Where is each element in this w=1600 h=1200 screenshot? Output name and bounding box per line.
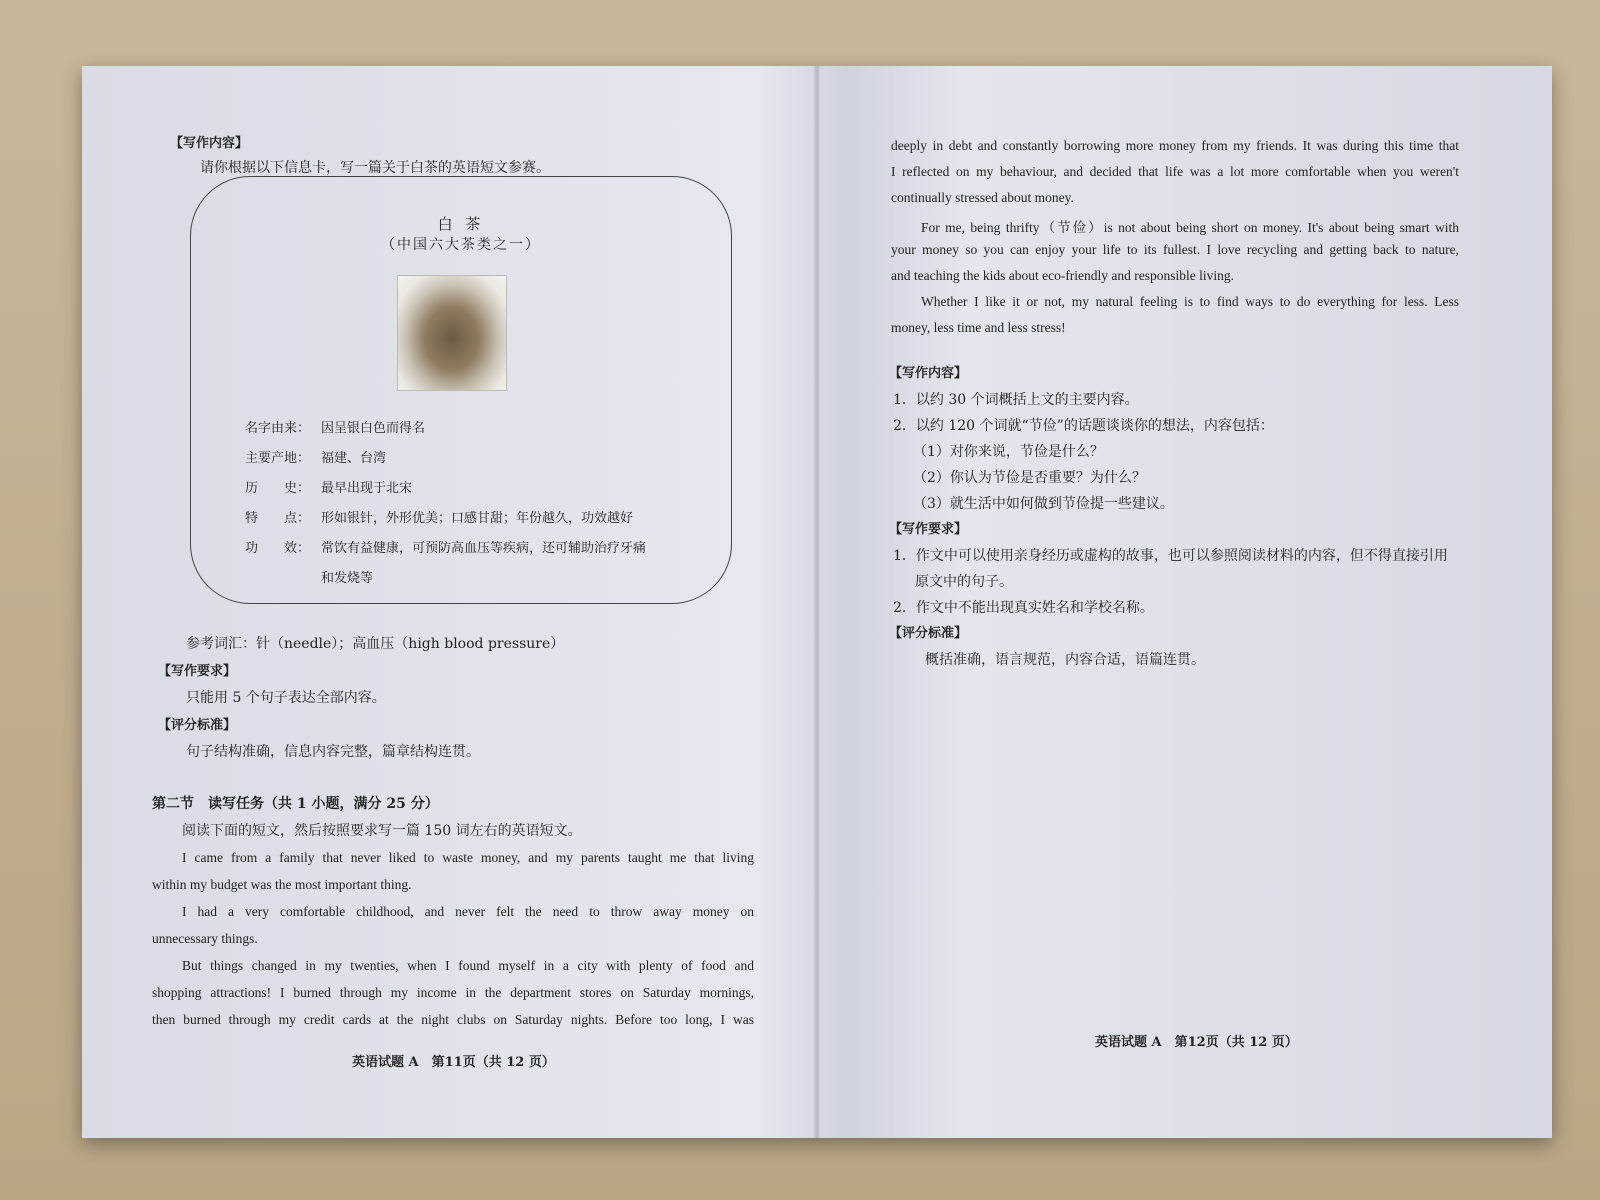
section2-instruction: 阅读下面的短文，然后按照要求写一篇 150 词左右的英语短文。 bbox=[182, 823, 582, 839]
writing-content-item: 1．以约 30 个词概括上文的主要内容。 bbox=[893, 392, 1139, 408]
writing-requirements-item: 2．作文中不能出现真实姓名和学校名称。 bbox=[893, 600, 1154, 616]
card-subtitle: （中国六大茶类之一） bbox=[381, 237, 541, 253]
card-row-continuation: 和发烧等 bbox=[321, 571, 374, 586]
passage-line: deeply in debt and constantly borrowing more money from my friends. It was during this time that bbox=[891, 138, 1459, 153]
card-row-key: 名字由来： bbox=[245, 421, 311, 436]
exam-paper-spread bbox=[82, 66, 1552, 1138]
reference-vocab: 参考词汇：针（needle）；高血压（high blood pressure） bbox=[186, 636, 565, 652]
writing-requirements-item: 原文中的句子。 bbox=[915, 574, 1013, 590]
writing-requirements-label: 【写作要求】 bbox=[889, 522, 968, 537]
page-footer: 英语试题 A 第12页（共 12 页） bbox=[1095, 1035, 1298, 1050]
card-row-value: 常饮有益健康，可预防高血压等疾病，还可辅助治疗牙痛 bbox=[321, 541, 647, 556]
scoring-text: 句子结构准确，信息内容完整，篇章结构连贯。 bbox=[186, 744, 480, 760]
card-title: 白 茶 bbox=[437, 215, 485, 233]
passage-line: But things changed in my twenties, when I found myself in a city with plenty of food and bbox=[182, 958, 754, 973]
right-page bbox=[817, 66, 1552, 1138]
passage-line: and teaching the kids about eco-friendly and responsible living. bbox=[891, 268, 1235, 283]
card-row-key: 主要产地： bbox=[245, 451, 311, 466]
passage-line: I had a very comfortable childhood, and never felt the need to throw away money on bbox=[182, 904, 754, 919]
writing-requirements-item: 1．作文中可以使用亲身经历或虚构的故事，也可以参照阅读材料的内容，但不得直接引用 bbox=[893, 548, 1448, 564]
card-row-value: 最早出现于北宋 bbox=[321, 481, 413, 496]
info-card bbox=[190, 176, 732, 604]
scoring-label: 【评分标准】 bbox=[158, 718, 237, 733]
scoring-label: 【评分标准】 bbox=[889, 626, 968, 641]
passage-line: For me, being thrifty（节俭）is not about being short on money. It's about being smart with bbox=[921, 220, 1459, 235]
card-row-value: 福建、台湾 bbox=[321, 451, 387, 466]
card-row-key: 历 史： bbox=[245, 481, 311, 496]
card-row-key: 功 效： bbox=[245, 541, 311, 556]
passage-line: money, less time and less stress! bbox=[891, 320, 1066, 335]
section2-title: 第二节 读写任务（共 1 小题，满分 25 分） bbox=[152, 796, 439, 812]
white-tea-photo bbox=[397, 275, 507, 391]
writing-content-item: （2）你认为节俭是否重要？为什么？ bbox=[913, 470, 1146, 486]
writing-content-label: 【写作内容】 bbox=[889, 366, 968, 381]
writing-content-item: 2．以约 120 个词就“节俭”的话题谈谈你的想法，内容包括： bbox=[893, 418, 1274, 434]
scoring-text: 概括准确，语言规范，内容合适，语篇连贯。 bbox=[925, 652, 1205, 668]
page-footer: 英语试题 A 第11页（共 12 页） bbox=[352, 1055, 555, 1070]
writing-content-instruction: 请你根据以下信息卡，写一篇关于白茶的英语短文参赛。 bbox=[200, 160, 550, 176]
left-page bbox=[82, 66, 817, 1138]
passage-line: unnecessary things. bbox=[152, 931, 258, 946]
passage-line: I reflected on my behaviour, and decided that life was a lot more comfortable when you weren't bbox=[891, 164, 1459, 179]
writing-content-item: （1）对你来说，节俭是什么？ bbox=[913, 444, 1104, 460]
passage-line: your money so you can enjoy your life to its fullest. I love recycling and getting back to nature, bbox=[891, 242, 1459, 257]
passage-line: shopping attractions! I burned through my income in the department stores on Saturday mornings, bbox=[152, 985, 754, 1000]
passage-line: I came from a family that never liked to waste money, and my parents taught me that living bbox=[182, 850, 754, 865]
writing-content-label: 【写作内容】 bbox=[170, 136, 249, 151]
passage-line: continually stressed about money. bbox=[891, 190, 1074, 205]
card-row-key: 特 点： bbox=[245, 511, 311, 526]
card-row-value: 因呈银白色而得名 bbox=[321, 421, 426, 436]
writing-content-item: （3）就生活中如何做到节俭提一些建议。 bbox=[913, 496, 1174, 512]
writing-requirements-label: 【写作要求】 bbox=[158, 664, 237, 679]
card-row-value: 形如银针，外形优美；口感甘甜；年份越久，功效越好 bbox=[321, 511, 634, 526]
passage-line: Whether I like it or not, my natural feeling is to find ways to do everything for less. Less bbox=[921, 294, 1459, 309]
passage-line: then burned through my credit cards at the night clubs on Saturday nights. Before too long, I was bbox=[152, 1012, 754, 1027]
writing-requirements: 只能用 5 个句子表达全部内容。 bbox=[186, 690, 386, 706]
passage-line: within my budget was the most important thing. bbox=[152, 877, 412, 892]
